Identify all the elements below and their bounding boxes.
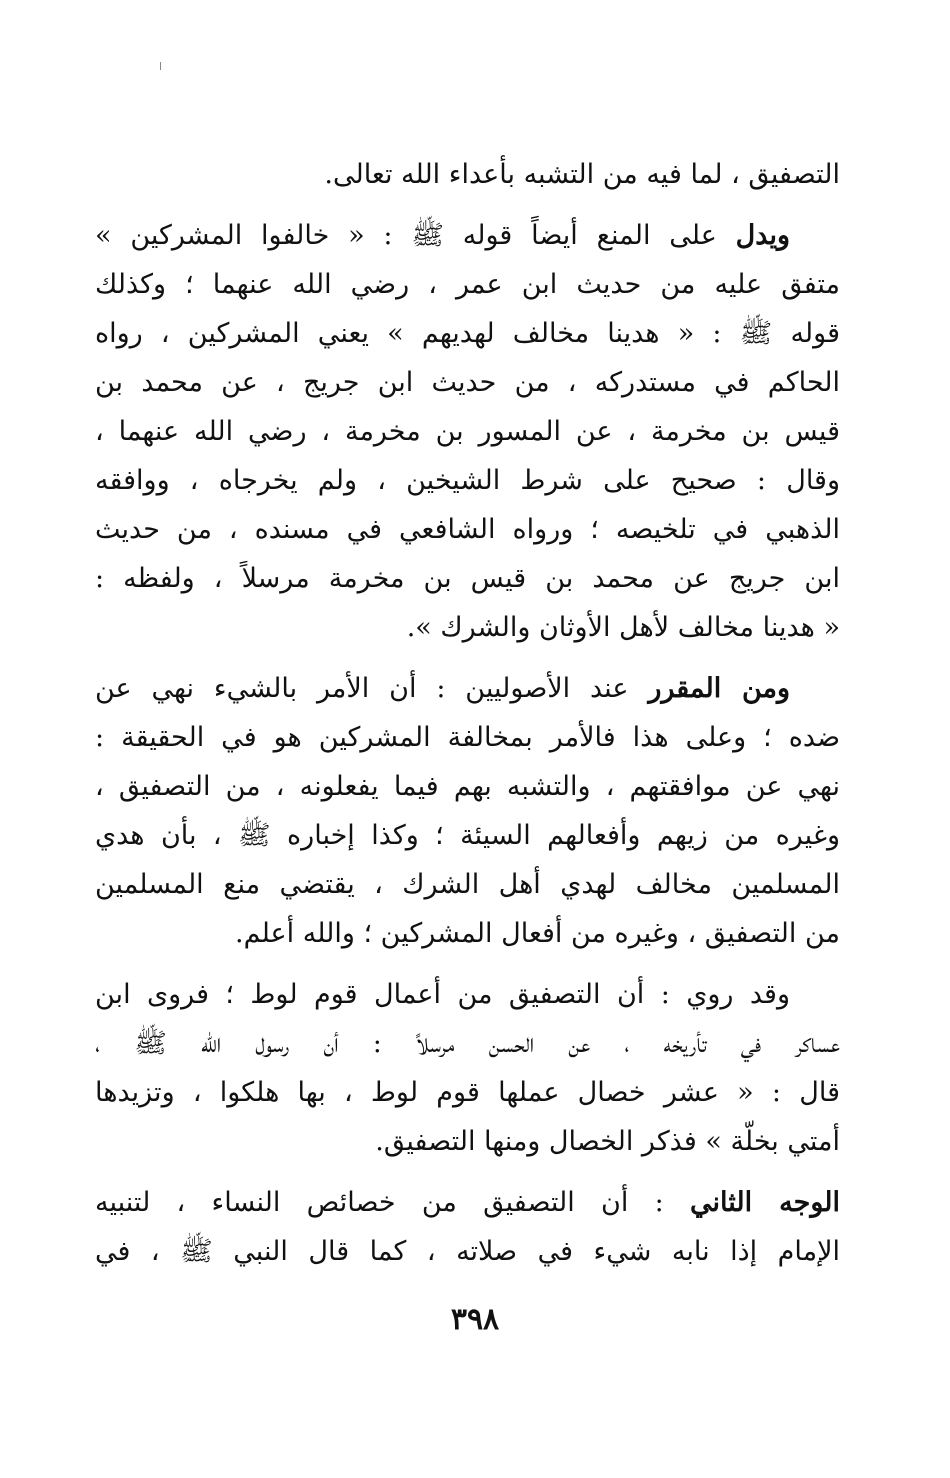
text-line [95, 211, 840, 260]
paragraph-2 [95, 211, 840, 652]
paragraph-lead-word: ويدل [735, 220, 790, 251]
paragraph-lead-word: ومن المقرر [648, 673, 791, 704]
text-line: ابن جريج عن محمد بن قيس بن مخرمة مرسلاً ، ولفظه : [95, 563, 840, 594]
paragraph-lead-word: الوجه الثاني [689, 1187, 840, 1218]
text-line: التصفيق ، لما فيه من التشبه بأعداء الله تعالى. [324, 159, 840, 190]
text-line: ضده ؛ وعلى هذا فالأمر بمخالفة المشركين هو في الحقيقة : [95, 722, 840, 753]
paragraph-1 [95, 150, 840, 199]
page-number: ٣٩٨ [450, 1302, 500, 1337]
text-line: قال : « عشر خصال عملها قوم لوط ، بها هلكوا ، وتزيدها [95, 1077, 840, 1108]
text-line: من التصفيق ، وغيره من أفعال المشركين ؛ والله أعلم. [235, 918, 840, 949]
text-line: أمتي بخلّة » فذكر الخصال ومنها التصفيق. [375, 1126, 840, 1157]
text-line: قيس بن مخرمة ، عن المسور بن مخرمة ، رضي الله عنهما ، [95, 416, 840, 447]
text-line [95, 1178, 840, 1227]
text-line: الإمام إذا نابه شيء في صلاته ، كما قال النبي ﷺ ، في [95, 1236, 840, 1267]
text-line: وقال : صحيح على شرط الشيخين ، ولم يخرجاه ، ووافقه [95, 465, 840, 496]
paragraph-5 [95, 1178, 840, 1276]
scan-mark [160, 62, 161, 70]
text-run: على المنع أيضاً قوله ﷺ : « خالفوا المشركين » [95, 220, 736, 251]
text-run: : أن التصفيق من خصائص النساء ، لتنبيه [95, 1187, 690, 1218]
text-line: وقد روي : أن التصفيق من أعمال قوم لوط ؛ فروى ابن [95, 979, 790, 1010]
text-line: قوله ﷺ : « هدينا مخالف لهديهم » يعني المشركين ، رواه [95, 318, 840, 349]
text-run: عند الأصوليين : أن الأمر بالشيء نهي عن [95, 673, 649, 704]
text-line: الحاكم في مستدركه ، من حديث ابن جريج ، عن محمد بن [95, 367, 840, 398]
paragraph-4 [95, 970, 840, 1166]
text-line: وغيره من زيهم وأفعالهم السيئة ؛ وكذا إخباره ﷺ ، بأن هدي [95, 820, 840, 851]
body-text [95, 150, 840, 1276]
text-line: الذهبي في تلخيصه ؛ ورواه الشافعي في مسنده ، من حديث [95, 514, 840, 545]
text-line: عساكر في تأريخه ، عن الحسن مرسلاً : أن رسول الله ﷺ ، [95, 1028, 840, 1059]
text-line: المسلمين مخالف لهدي أهل الشرك ، يقتضي منع المسلمين [95, 869, 840, 900]
text-line: نهي عن موافقتهم ، والتشبه بهم فيما يفعلونه ، من التصفيق ، [95, 771, 840, 802]
text-line: « هدينا مخالف لأهل الأوثان والشرك ». [406, 612, 840, 643]
paragraph-3 [95, 664, 840, 958]
text-line: متفق عليه من حديث ابن عمر ، رضي الله عنهما ؛ وكذلك [95, 269, 840, 300]
text-line [95, 664, 840, 713]
